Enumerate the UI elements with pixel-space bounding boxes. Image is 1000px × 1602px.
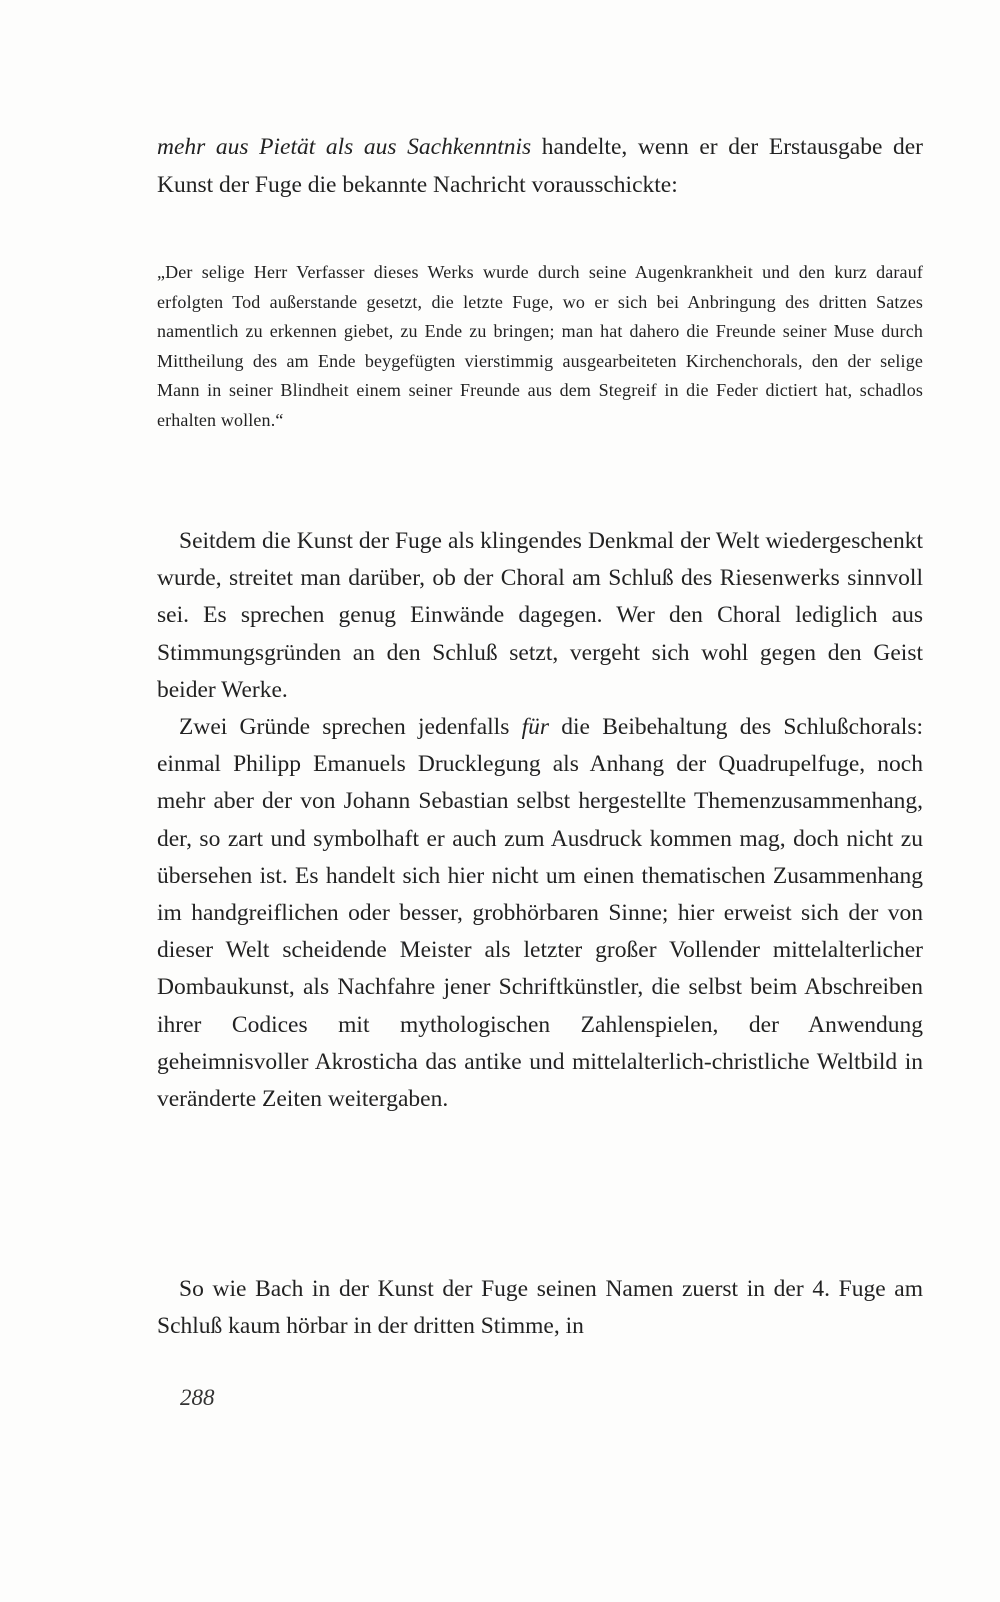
body-text [157,523,923,1118]
quotation-block: „Der selige Herr Verfasser dieses Werks wurde durch seine Augenkrankheit und den kurz darauf erfolgten Tod außerstande gesetzt, die letzte Fuge, wo er sich bei Anbringung des dritten Satzes namentlich zu erkennen giebet, zu Ende zu bringen; man hat dahero die Freunde seiner Muse durch Mittheilung des am Ende beygefügten vierstimmig ausgearbeiteten Kirchenchorals, den der selige Mann in seiner Blindheit einem seiner Freunde aus dem Stegreif in die Feder dictiert hat, schadlos erhalten wollen.“ [157,262,923,430]
paragraph-2 [157,709,923,1118]
intro-paragraph [157,129,923,204]
intro-italic-lead: mehr aus Pietät als aus Sachkenntnis [157,134,532,160]
paragraph-2-italic: für [521,714,550,741]
paragraph-2-before: Zwei Gründe sprechen jedenfalls [179,714,522,741]
paragraph-3: So wie Bach in der Kunst der Fuge seinen Namen zuerst in der 4. Fuge am Schluß kaum hörbar in der dritten Stimme, in [157,1276,923,1340]
page-number: 288 [180,1385,215,1410]
paragraph-1: Seitdem die Kunst der Fuge als klingendes Denkmal der Welt wiedergeschenkt wurde, streitet man darüber, ob der Choral am Schluß des Riesenwerks sinnvoll sei. Es sprechen genug Einwände dagegen. Wer den Choral lediglich aus Stimmungsgründen an den Schluß setzt, vergeht sich wohl gegen den Geist beider Werke. [157,528,923,703]
paragraph-2-after: die Beibehaltung des Schlußchorals: einmal Philipp Emanuels Drucklegung als Anhang der Quadrupelfuge, noch mehr aber der von Johann Sebastian selbst hergestellte Themenzusammenhang, der, so zart und symbolhaft er auch zum Ausdruck kommen mag, doch nicht zu übersehen ist. Es handelt sich hier nicht um einen thematischen Zusammenhang im handgreiflichen oder besser, grobhörbaren Sinne; hier erweist sich der von dieser Welt scheidende Meister als letzter großer Vollender mittelalterlicher Dombaukunst, als Nachfahre jener Schriftkünstler, die selbst beim Abschreiben ihrer Codices mit mythologischen Zahlenspielen, der Anwendung geheimnisvoller Akrosticha das antike und mittelalterlich-christliche Weltbild in veränderte Zeiten weitergaben. [157,714,923,1113]
intro-rest: handelte, wenn er der Erstausgabe der Kunst der Fuge die bekannte Nachricht vorausschickte: [157,134,923,198]
